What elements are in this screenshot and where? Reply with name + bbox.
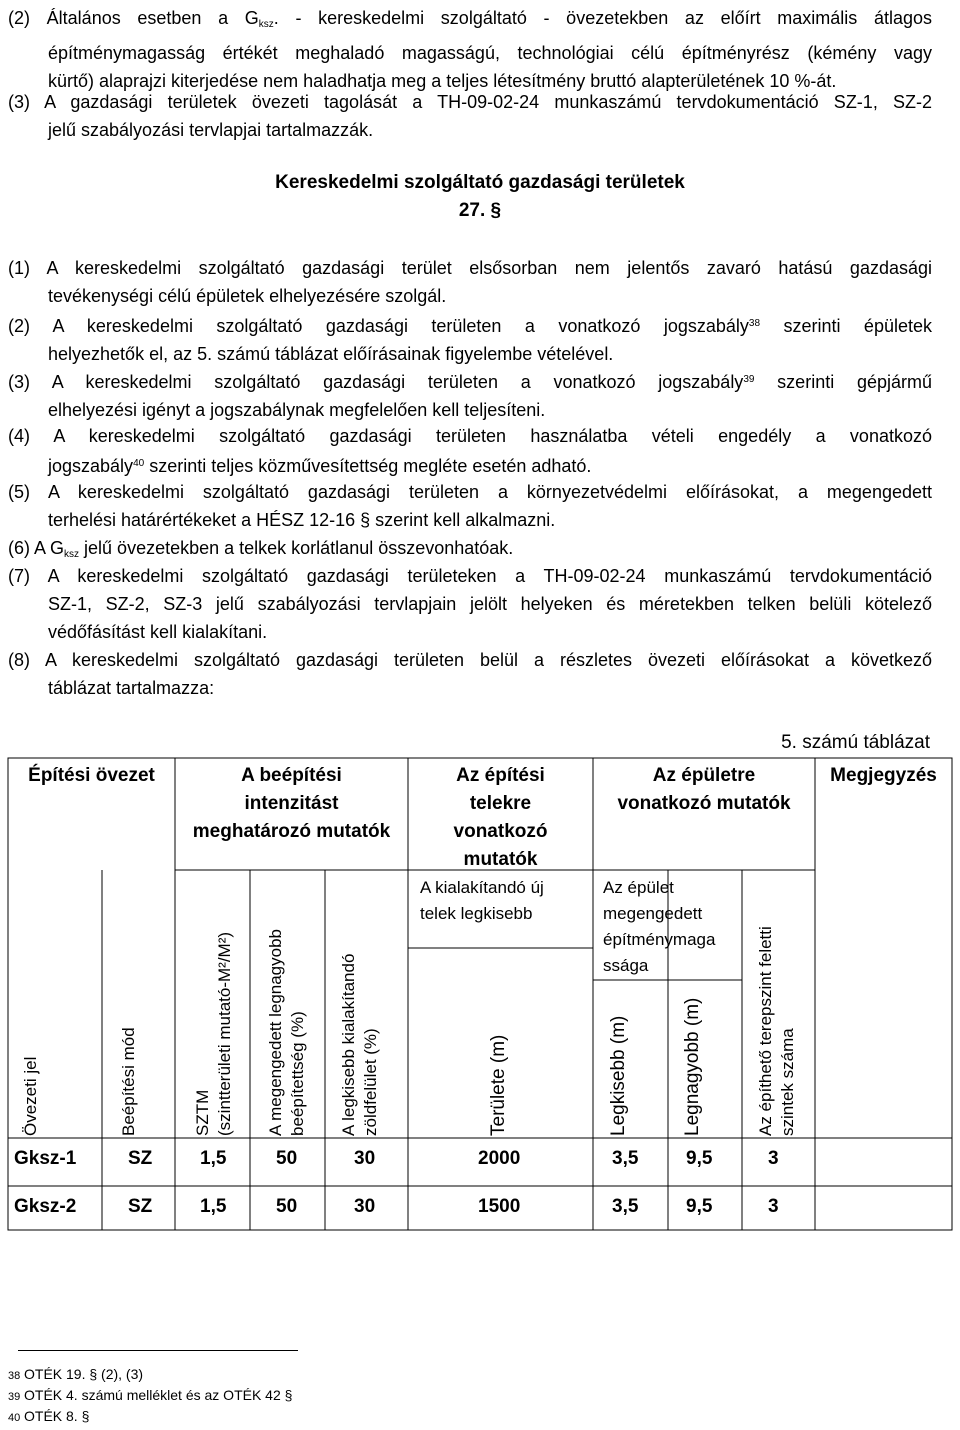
cell-zone: Gksz-1: [14, 1148, 77, 1169]
cell-mode: SZ: [128, 1196, 153, 1217]
header-line: Az épületre: [652, 765, 756, 786]
footnote-number: 39: [8, 1391, 21, 1403]
footnote-ref[interactable]: 39: [743, 374, 755, 385]
cell-max-height: 9,5: [686, 1148, 713, 1169]
text-line: építménymagasság értékét meghaladó magasságú, technológiai célú építményrész (kémény vagy: [48, 43, 932, 63]
vheader-line: zöldfelület (%): [361, 1028, 380, 1136]
footnote-number: 38: [8, 1370, 21, 1382]
text-line: jelű övezetekben a telkek korlátlanul összevonhatóak.: [79, 538, 514, 558]
footnote-text: OTÉK 19. § (2), (3): [24, 1366, 144, 1382]
vheader-line: A megengedett legnagyobb: [266, 928, 285, 1136]
subheader-line: ssága: [603, 956, 649, 975]
vheader-line: SZTM: [193, 1089, 212, 1136]
header-zone: Építési övezet: [28, 765, 155, 786]
header-line: intenzitást: [244, 793, 339, 814]
text-line: helyezhetők el, az 5. számú táblázat előírásainak figyelembe vételével.: [48, 344, 614, 364]
footnote-ref[interactable]: 40: [133, 458, 145, 469]
text-line: elhelyezési igényt a jogszabálynak megfelelően kell teljesíteni.: [48, 400, 546, 420]
subheader-new-plot: [420, 875, 544, 927]
footnote: [8, 1408, 89, 1424]
cell-zone: Gksz-2: [14, 1196, 77, 1217]
vheader-line: A legkisebb kialakítandó: [339, 953, 358, 1136]
section-title: Kereskedelmi szolgáltató gazdasági területek: [275, 172, 685, 193]
text-line: (4) A kereskedelmi szolgáltató gazdasági területen használatba vételi engedély a vonatkozó: [8, 426, 932, 446]
footnote-separator: [18, 1350, 298, 1351]
text-line: (2) A kereskedelmi szolgáltató gazdasági területen a vonatkozó jogszabály: [8, 316, 749, 336]
footnote-text: OTÉK 8. §: [24, 1408, 90, 1424]
cell-mode: SZ: [128, 1148, 153, 1169]
header-remarks: Megjegyzés: [830, 765, 937, 786]
footnote-number: 40: [8, 1412, 21, 1424]
vheader-green: [338, 954, 382, 1136]
text-line: jelű szabályozási tervlapjai tartalmazzák.: [48, 120, 374, 140]
text-line: terhelési határértékeket a HÉSZ 12-16 § szerint kell alkalmazni.: [48, 510, 556, 530]
subheader-line: építménymaga: [603, 930, 716, 949]
vheader-coverage: [265, 929, 309, 1136]
cell-sztm: 1,5: [200, 1196, 227, 1217]
table-caption: 5. számú táblázat: [781, 732, 930, 753]
vheader-max-height: Legnagyobb (m): [682, 997, 703, 1136]
vheader-area: Területe (m): [488, 1034, 509, 1136]
cell-min-height: 3,5: [612, 1148, 639, 1169]
vheader-sztm: [192, 932, 236, 1136]
subscript: ksz: [64, 549, 80, 560]
vheader-line: (szintterületi mutató-M²/M²): [215, 931, 234, 1136]
cell-coverage: 50: [276, 1196, 298, 1217]
text-line: védőfásítást kell kialakítani.: [48, 622, 268, 642]
text-line: (5) A kereskedelmi szolgáltató gazdasági területen a környezetvédelmi előírásokat, a megengedett: [8, 482, 932, 502]
footnote: [8, 1366, 143, 1382]
footnote: [8, 1387, 292, 1403]
subheader-line: Az épület: [603, 878, 674, 897]
cell-area: 2000: [478, 1148, 521, 1169]
header-line: vonatkozó: [453, 821, 548, 842]
vheader-line: beépítettség (%): [288, 1011, 307, 1136]
vheader-build-mode: Beépítési mód: [119, 1027, 138, 1136]
header-line: meghatározó mutatók: [192, 821, 391, 842]
text-line: . - kereskedelmi szolgáltató - övezetekben az előírt maximális átlagos: [273, 8, 932, 28]
header-intensity: [175, 762, 408, 846]
header-plot: [408, 762, 593, 874]
text-line: (3) A kereskedelmi szolgáltató gazdasági területen a vonatkozó jogszabály: [8, 372, 744, 392]
subheader-line: A kialakítandó új: [420, 878, 544, 897]
text-line: (6) A G: [8, 538, 65, 558]
header-building: [593, 762, 815, 818]
header-line: mutatók: [463, 849, 538, 870]
cell-area: 1500: [478, 1196, 521, 1217]
text-line: (3) A gazdasági területek övezeti tagolását a TH-09-02-24 munkaszámú tervdokumentáció SZ-1, SZ-2: [8, 92, 932, 112]
text-line: szerinti teljes közművesítettség megléte esetén adható.: [144, 456, 592, 476]
vheader-min-height: Legkisebb (m): [608, 1015, 629, 1136]
footnote-ref[interactable]: 38: [748, 318, 761, 329]
cell-levels: 3: [768, 1148, 779, 1169]
text-line: tevékenységi célú épületek elhelyezésére szolgál.: [48, 286, 447, 306]
header-line: telekre: [469, 793, 532, 814]
vheader-levels: [755, 926, 799, 1136]
cell-min-height: 3,5: [612, 1196, 639, 1217]
vheader-zone-code: Övezeti jel: [21, 1056, 40, 1136]
vheader-line: Az építhető terepszint feletti: [756, 926, 775, 1136]
text-line: (2) Általános esetben a G: [8, 8, 259, 28]
table-row: [0, 1188, 960, 1228]
cell-green: 30: [354, 1148, 376, 1169]
text-line: SZ-1, SZ-2, SZ-3 jelű szabályozási tervlapjain jelölt helyeken és méretekben telken belüli kötelező: [48, 594, 932, 614]
cell-levels: 3: [768, 1196, 779, 1217]
text-line: szerinti épületek: [760, 316, 932, 336]
cell-max-height: 9,5: [686, 1196, 713, 1217]
header-line: A beépítési: [241, 765, 342, 786]
text-line: szerinti gépjármű: [754, 372, 932, 392]
cell-sztm: 1,5: [200, 1148, 227, 1169]
text-line: (7) A kereskedelmi szolgáltató gazdasági területeken a TH-09-02-24 munkaszámú tervdokumentáció: [8, 566, 932, 586]
cell-green: 30: [354, 1196, 376, 1217]
subheader-line: megengedett: [603, 904, 703, 923]
header-line: vonatkozó mutatók: [617, 793, 791, 814]
text-line: (8) A kereskedelmi szolgáltató gazdasági területen belül a részletes övezeti előírásokat a következő: [8, 650, 932, 670]
footnote-text: OTÉK 4. számú melléklet és az OTÉK 42 §: [24, 1387, 293, 1403]
vheader-line: szintek száma: [778, 1028, 797, 1136]
text-line: kürtő) alaprajzi kiterjedése nem haladhatja meg a teljes létesítmény bruttó alapterületének 10 %-át.: [48, 71, 837, 91]
section-number: 27. §: [458, 200, 502, 221]
text-line: jogszabály: [48, 456, 134, 476]
subscript: ksz: [258, 19, 274, 30]
subheader-height: [603, 875, 715, 979]
text-line: táblázat tartalmazza:: [48, 678, 215, 698]
cell-coverage: 50: [276, 1148, 298, 1169]
table-row: [0, 1140, 960, 1180]
text-line: (1) A kereskedelmi szolgáltató gazdasági terület elsősorban nem jelentős zavaró hatású gazdasági: [8, 258, 932, 278]
subheader-line: telek legkisebb: [420, 904, 533, 923]
header-line: Az építési: [456, 765, 545, 786]
